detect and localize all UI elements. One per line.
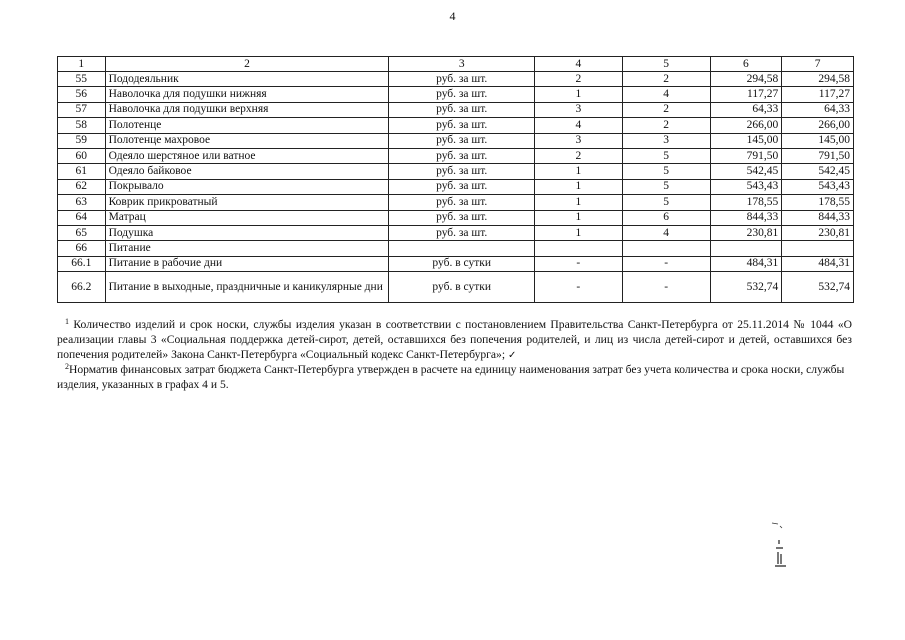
cell-service-term: 2 (622, 102, 710, 117)
table-row (58, 87, 854, 102)
cell-unit: руб. за шт. (389, 164, 534, 179)
column-header: 6 (710, 57, 782, 72)
cell-row-number: 62 (58, 179, 106, 194)
cell-price: 542,45 (710, 164, 782, 179)
cell-row-number: 64 (58, 210, 106, 225)
checkmark-icon: ✓ (508, 349, 517, 361)
cell-row-number: 59 (58, 133, 106, 148)
cell-service-term: 5 (622, 195, 710, 210)
cell-item-name: Питание в выходные, праздничные и каникулярные дни (105, 272, 389, 303)
cell-item-name: Коврик прикроватный (105, 195, 389, 210)
cell-quantity (534, 241, 622, 256)
cell-price: 532,74 (710, 272, 782, 303)
footnote-1-text: Количество изделий и срок носки, службы изделия указан в соответствии с постановлением Правительства Санкт-Петербурга от 25.11.2014 № 1044 «О реализации главы 3 «Социальная поддержка детей-сирот, детей, оставшихся без попечения родителей, и лиц из числа детей-сирот и детей, оставшихся без попечения родителей» Закона Санкт-Петербурга «Социальный кодекс Санкт-Петербурга»; (57, 318, 852, 361)
cell-item-name: Наволочка для подушки верхняя (105, 102, 389, 117)
cell-quantity: 3 (534, 133, 622, 148)
cell-unit: руб. за шт. (389, 133, 534, 148)
cell-price: 145,00 (710, 133, 782, 148)
cell-item-name: Пододеяльник (105, 72, 389, 87)
cell-quantity: 4 (534, 118, 622, 133)
cell-cost-norm: 178,55 (782, 195, 854, 210)
cell-unit: руб. за шт. (389, 148, 534, 163)
cell-service-term: 4 (622, 87, 710, 102)
cell-item-name: Подушка (105, 225, 389, 240)
cell-quantity: 1 (534, 179, 622, 194)
table-row (58, 256, 854, 271)
cell-price: 543,43 (710, 179, 782, 194)
table-row (58, 195, 854, 210)
cell-quantity: 1 (534, 225, 622, 240)
cell-cost-norm: 266,00 (782, 118, 854, 133)
footnote-2 (57, 363, 852, 393)
cell-item-name: Питание (105, 241, 389, 256)
footnote-2-text: Норматив финансовых затрат бюджета Санкт-Петербурга утвержден в расчете на единицу наименования затрат без учета количества и срока носки, службы изделия, указанных в графах 4 и 5. (57, 363, 845, 392)
cell-cost-norm: 532,74 (782, 272, 854, 303)
footnote-2-mark: 2 (65, 362, 69, 372)
cell-quantity: - (534, 256, 622, 271)
cell-row-number: 58 (58, 118, 106, 133)
table-header-row (58, 57, 854, 72)
cell-service-term (622, 241, 710, 256)
cell-quantity: - (534, 272, 622, 303)
scan-marks (770, 520, 800, 570)
cell-cost-norm: 64,33 (782, 102, 854, 117)
cell-unit: руб. за шт. (389, 210, 534, 225)
cell-row-number: 55 (58, 72, 106, 87)
table-row (58, 133, 854, 148)
cell-row-number: 66 (58, 241, 106, 256)
cell-row-number: 61 (58, 164, 106, 179)
column-header: 5 (622, 57, 710, 72)
cell-row-number: 57 (58, 102, 106, 117)
cell-row-number: 66.2 (58, 272, 106, 303)
cell-price: 178,55 (710, 195, 782, 210)
cell-quantity: 3 (534, 102, 622, 117)
cell-row-number: 56 (58, 87, 106, 102)
cell-cost-norm: 543,43 (782, 179, 854, 194)
column-header: 4 (534, 57, 622, 72)
cell-unit: руб. в сутки (389, 272, 534, 303)
page-number: 4 (449, 9, 456, 23)
cell-cost-norm: 542,45 (782, 164, 854, 179)
cell-item-name: Наволочка для подушки нижняя (105, 87, 389, 102)
column-header: 1 (58, 57, 106, 72)
cell-item-name: Одеяло шерстяное или ватное (105, 148, 389, 163)
cell-service-term: 3 (622, 133, 710, 148)
cell-price: 266,00 (710, 118, 782, 133)
cell-quantity: 2 (534, 72, 622, 87)
footnote-1 (57, 318, 852, 363)
cell-service-term: - (622, 256, 710, 271)
cell-unit: руб. за шт. (389, 118, 534, 133)
cost-norms-table (57, 56, 854, 303)
cell-unit: руб. за шт. (389, 87, 534, 102)
cell-unit: руб. за шт. (389, 102, 534, 117)
column-header: 7 (782, 57, 854, 72)
cell-cost-norm: 145,00 (782, 133, 854, 148)
cell-price: 484,31 (710, 256, 782, 271)
cell-service-term: 2 (622, 72, 710, 87)
cell-unit: руб. за шт. (389, 225, 534, 240)
cell-item-name: Полотенце махровое (105, 133, 389, 148)
cell-quantity: 2 (534, 148, 622, 163)
table-row (58, 210, 854, 225)
footnote-1-mark: 1 (65, 317, 69, 326)
cell-price: 844,33 (710, 210, 782, 225)
cell-row-number: 63 (58, 195, 106, 210)
cell-item-name: Одеяло байковое (105, 164, 389, 179)
cell-service-term: 2 (622, 118, 710, 133)
cell-unit: руб. за шт. (389, 179, 534, 194)
cell-price (710, 241, 782, 256)
cell-service-term: - (622, 272, 710, 303)
table-row (58, 72, 854, 87)
cell-item-name: Полотенце (105, 118, 389, 133)
table-row (58, 241, 854, 256)
cell-cost-norm: 791,50 (782, 148, 854, 163)
cell-service-term: 4 (622, 225, 710, 240)
cell-service-term: 6 (622, 210, 710, 225)
cell-price: 64,33 (710, 102, 782, 117)
cell-service-term: 5 (622, 148, 710, 163)
table-row (58, 179, 854, 194)
table-row (58, 225, 854, 240)
cell-cost-norm: 230,81 (782, 225, 854, 240)
cell-row-number: 60 (58, 148, 106, 163)
cell-unit: руб. за шт. (389, 72, 534, 87)
cell-item-name: Питание в рабочие дни (105, 256, 389, 271)
cell-price: 117,27 (710, 87, 782, 102)
cell-row-number: 66.1 (58, 256, 106, 271)
cell-unit (389, 241, 534, 256)
cell-quantity: 1 (534, 195, 622, 210)
table-row (58, 148, 854, 163)
cell-unit: руб. за шт. (389, 195, 534, 210)
cell-service-term: 5 (622, 179, 710, 194)
cell-item-name: Матрац (105, 210, 389, 225)
cell-cost-norm: 484,31 (782, 256, 854, 271)
cell-cost-norm: 294,58 (782, 72, 854, 87)
table-row (58, 118, 854, 133)
cell-price: 791,50 (710, 148, 782, 163)
cell-quantity: 1 (534, 210, 622, 225)
cell-quantity: 1 (534, 164, 622, 179)
cell-unit: руб. в сутки (389, 256, 534, 271)
table-row (58, 164, 854, 179)
cell-price: 230,81 (710, 225, 782, 240)
column-header: 3 (389, 57, 534, 72)
cell-cost-norm: 117,27 (782, 87, 854, 102)
table-row (58, 272, 854, 303)
cell-cost-norm (782, 241, 854, 256)
footnotes (57, 318, 852, 393)
table-row (58, 102, 854, 117)
cell-item-name: Покрывало (105, 179, 389, 194)
cell-quantity: 1 (534, 87, 622, 102)
cell-price: 294,58 (710, 72, 782, 87)
cell-cost-norm: 844,33 (782, 210, 854, 225)
cell-service-term: 5 (622, 164, 710, 179)
column-header: 2 (105, 57, 389, 72)
cell-row-number: 65 (58, 225, 106, 240)
